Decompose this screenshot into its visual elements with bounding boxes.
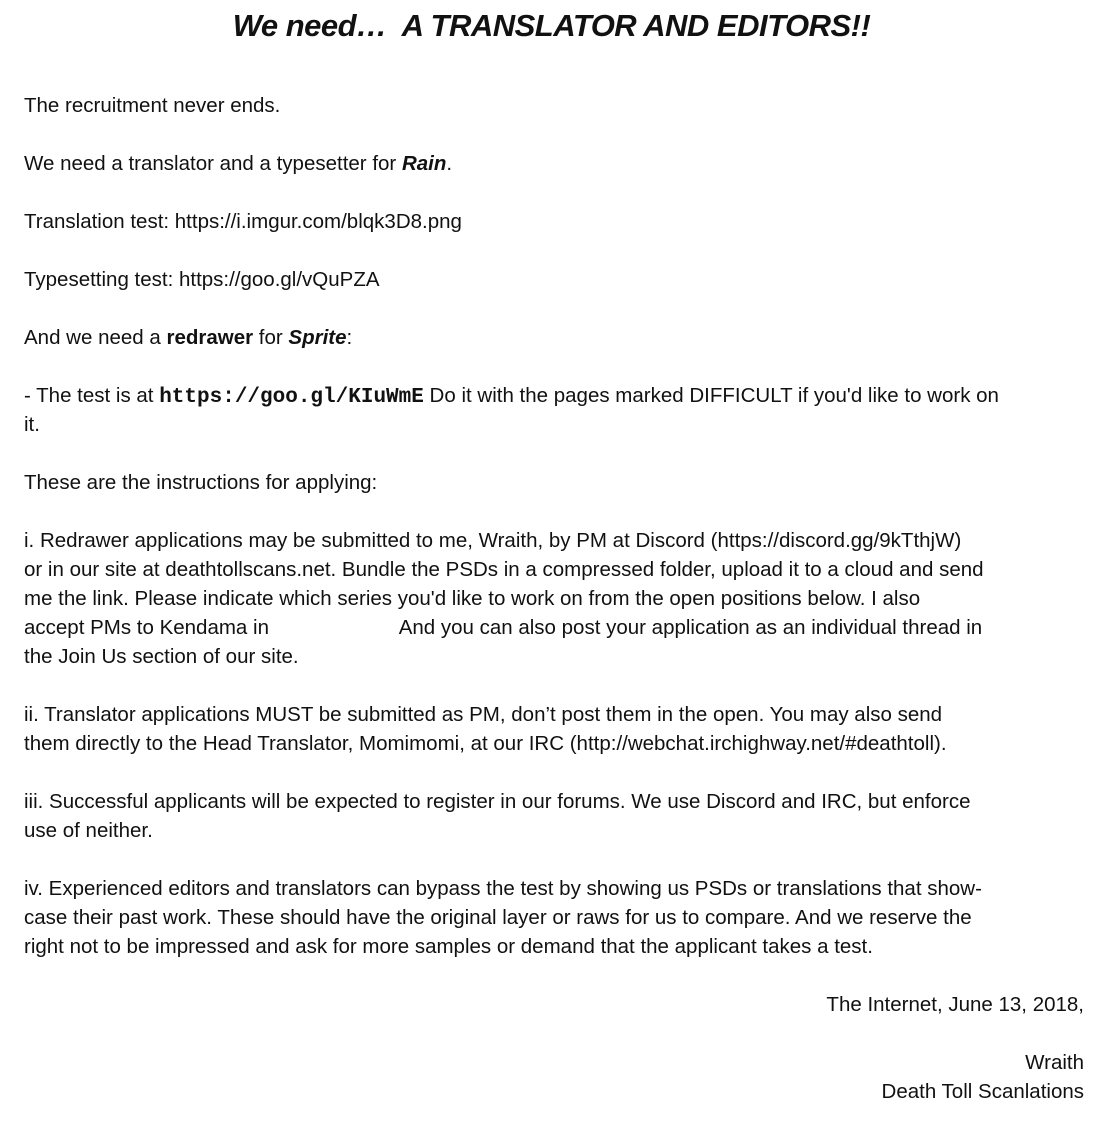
text-segment: them directly to the Head Translator, Momimomi, at our IRC (http://webchat.irchighway.net/#deathtoll).	[24, 732, 947, 755]
text-line	[24, 381, 1084, 410]
text-line	[24, 468, 1084, 497]
paragraph	[24, 1048, 1084, 1106]
text-line	[24, 787, 1084, 816]
paragraph	[24, 526, 1084, 671]
text-segment: it.	[24, 413, 40, 436]
text-segment: for	[253, 326, 289, 349]
text-segment: :	[346, 326, 353, 349]
text-segment: Death Toll Scanlations	[881, 1080, 1084, 1103]
text-line	[24, 903, 1084, 932]
text-segment: iii. Successful applicants will be expected to register in our forums. We use Discord and IRC, but enforce	[24, 790, 971, 813]
text-segment: right not to be impressed and ask for more samples or demand that the applicant takes a test.	[24, 935, 873, 958]
text-segment: And you can also post your application as an individual thread in	[398, 616, 983, 639]
page-title: We need… A TRANSLATOR AND EDITORS!!	[232, 8, 871, 43]
text-segment: The recruitment never ends.	[24, 94, 281, 117]
text-segment: .	[446, 152, 453, 175]
text-line	[24, 932, 1084, 961]
paragraph	[24, 207, 1084, 236]
document-body	[24, 91, 1084, 1135]
paragraph	[24, 874, 1084, 961]
text-line	[24, 874, 1084, 903]
text-line	[24, 642, 1084, 671]
text-line	[24, 729, 1084, 758]
text-segment: Rain	[401, 152, 447, 175]
text-segment: - The test is at	[24, 384, 160, 407]
text-segment: use of neither.	[24, 819, 153, 842]
text-segment: Wraith	[1025, 1051, 1084, 1074]
link-text: https://goo.gl/KIuWmE	[159, 386, 424, 409]
text-line	[24, 584, 1084, 613]
text-segment: me the link. Please indicate which series you'd like to work on from the open positions below. I also	[24, 587, 921, 610]
text-segment: redrawer	[166, 326, 254, 349]
text-segment: Translation test: https://i.imgur.com/blqk3D8.png	[24, 210, 462, 233]
text-segment: ii. Translator applications MUST be submitted as PM, don’t post them in the open. You may also send	[24, 703, 943, 726]
text-segment: And we need a	[24, 326, 167, 349]
paragraph	[24, 149, 1084, 178]
text-line	[24, 149, 1084, 178]
text-line	[24, 990, 1084, 1019]
text-segment: The Internet, June 13, 2018,	[826, 993, 1084, 1016]
text-segment: case their past work. These should have the original layer or raws for us to compare. And we reserve the	[24, 906, 972, 929]
paragraph	[24, 381, 1084, 439]
text-line	[24, 1077, 1084, 1106]
text-line	[24, 613, 1084, 642]
paragraph	[24, 265, 1084, 294]
text-line	[24, 1048, 1084, 1077]
text-line	[24, 207, 1084, 236]
text-segment: the Join Us section of our site.	[24, 645, 299, 668]
text-segment: These are the instructions for applying:	[24, 471, 378, 494]
text-segment: Typesetting test: https://goo.gl/vQuPZA	[24, 268, 380, 291]
text-line	[24, 526, 1084, 555]
text-segment: or in our site at deathtollscans.net. Bundle the PSDs in a compressed folder, upload it to a cloud and send	[24, 558, 984, 581]
text-segment: Sprite	[288, 326, 347, 349]
text-line	[24, 91, 1084, 120]
text-line	[24, 410, 1084, 439]
text-segment: i. Redrawer applications may be submitted to me, Wraith, by PM at Discord (https://discord.gg/9kTthjW)	[24, 529, 962, 552]
text-line	[24, 555, 1084, 584]
paragraph	[24, 990, 1084, 1019]
text-segment: We need a translator and a typesetter for	[24, 152, 402, 175]
text-line	[24, 700, 1084, 729]
text-segment: iv. Experienced editors and translators can bypass the test by showing us PSDs or translations that show-	[24, 877, 982, 900]
paragraph	[24, 91, 1084, 120]
text-line	[24, 816, 1084, 845]
text-line	[24, 323, 1084, 352]
paragraph	[24, 468, 1084, 497]
text-segment: Do it with the pages marked DIFFICULT if you'd like to work on	[423, 384, 999, 407]
text-line	[24, 265, 1084, 294]
text-segment: accept PMs to Kendama in	[24, 616, 275, 639]
paragraph	[24, 787, 1084, 845]
paragraph	[24, 323, 1084, 352]
paragraph	[24, 700, 1084, 758]
